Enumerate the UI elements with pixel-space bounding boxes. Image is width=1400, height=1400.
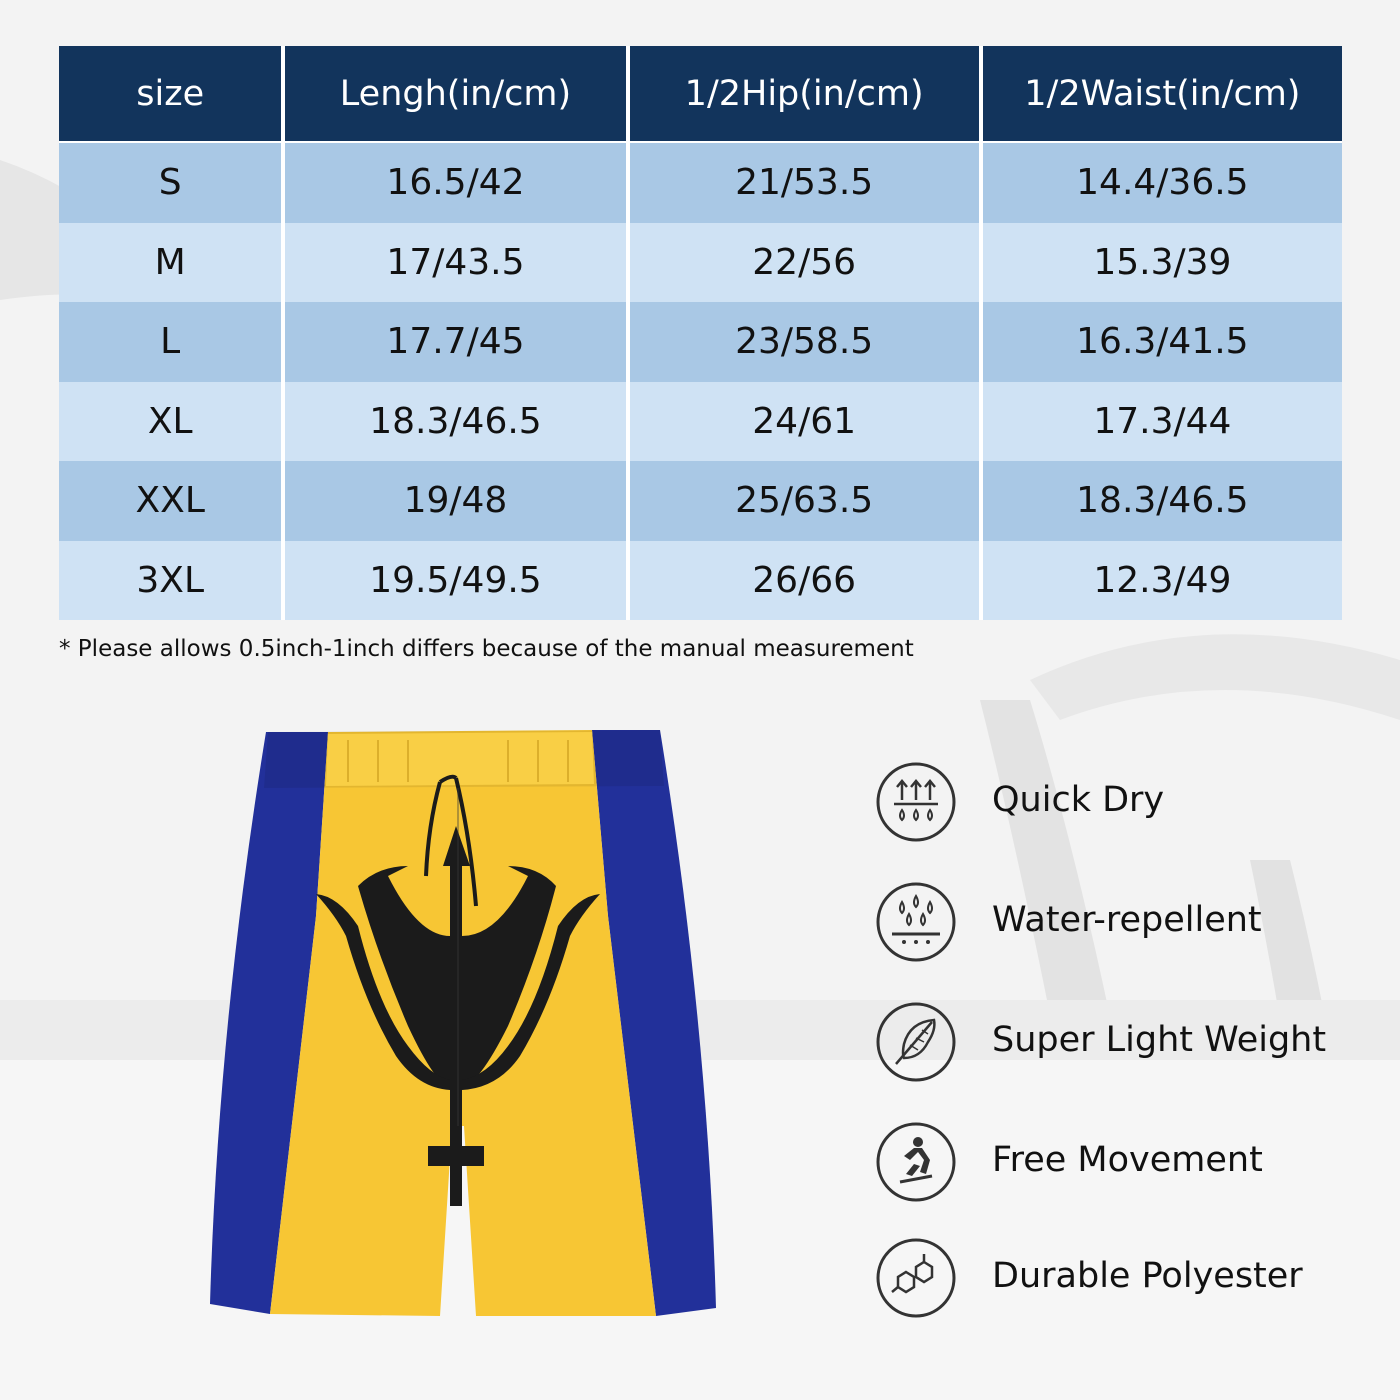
table-row [59,461,1342,541]
feature-label-quick-dry: Quick Dry [992,780,1165,820]
table-row [59,223,1342,303]
feature-item [874,760,1374,844]
cell-waist: 16.3/41.5 [983,302,1342,382]
feature-item [874,1236,1374,1320]
cell-waist: 17.3/44 [983,382,1342,462]
feature-label-durable-polyester: Durable Polyester [992,1256,1303,1296]
cell-size: M [59,223,285,303]
header-size: size [59,46,285,143]
skater-icon [874,1120,958,1204]
feature-label-free-movement: Free Movement [992,1140,1263,1180]
feature-item [874,880,1374,964]
cell-size: S [59,143,285,223]
cell-size: 3XL [59,541,285,621]
feature-item [874,1120,1374,1204]
header-hip: 1/2Hip(in/cm) [630,46,983,143]
cell-waist: 15.3/39 [983,223,1342,303]
header-waist: 1/2Waist(in/cm) [983,46,1342,143]
table-row [59,382,1342,462]
cell-length: 18.3/46.5 [285,382,629,462]
quick-dry-icon [874,760,958,844]
swim-shorts-image [208,726,718,1316]
feather-icon [874,1000,958,1084]
cell-hip: 24/61 [630,382,983,462]
polyester-molecule-icon [874,1236,958,1320]
water-repellent-icon [874,880,958,964]
cell-waist: 12.3/49 [983,541,1342,621]
feature-label-water-repellent: Water-repellent [992,900,1262,940]
table-row [59,302,1342,382]
cell-length: 16.5/42 [285,143,629,223]
cell-hip: 22/56 [630,223,983,303]
cell-length: 19/48 [285,461,629,541]
cell-hip: 21/53.5 [630,143,983,223]
feature-label-light-weight: Super Light Weight [992,1020,1327,1060]
cell-hip: 23/58.5 [630,302,983,382]
cell-size: L [59,302,285,382]
measurement-footnote: * Please allows 0.5inch-1inch differs because of the manual measurement [59,636,914,662]
cell-size: XXL [59,461,285,541]
cell-hip: 25/63.5 [630,461,983,541]
cell-length: 17/43.5 [285,223,629,303]
feature-item [874,1000,1374,1084]
table-row [59,541,1342,621]
cell-waist: 18.3/46.5 [983,461,1342,541]
header-length: Lengh(in/cm) [285,46,629,143]
cell-size: XL [59,382,285,462]
cell-length: 17.7/45 [285,302,629,382]
cell-waist: 14.4/36.5 [983,143,1342,223]
table-header-row [59,46,1342,143]
size-chart-table [59,46,1342,620]
cell-hip: 26/66 [630,541,983,621]
cell-length: 19.5/49.5 [285,541,629,621]
table-row [59,143,1342,223]
